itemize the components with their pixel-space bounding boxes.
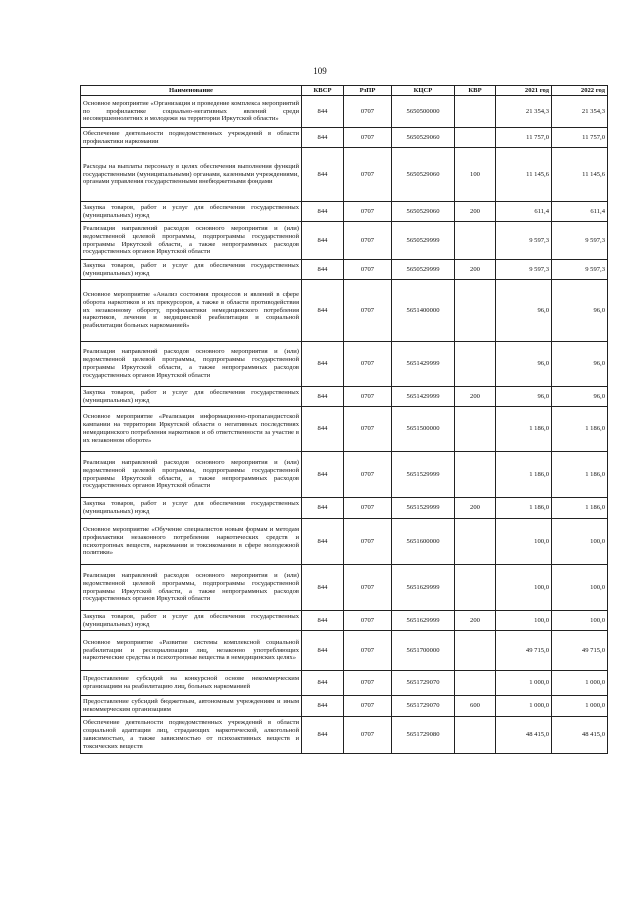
cell-name: Предоставление субсидий на конкурсной основе некоммерческим организациям на реабилитацию лиц, больных наркоманией <box>81 671 302 696</box>
cell-kvsr: 844 <box>302 342 344 387</box>
cell-kcsr: 5651500000 <box>392 407 455 452</box>
cell-rzpr: 0707 <box>344 498 392 519</box>
cell-kvr <box>455 631 496 671</box>
cell-kvsr: 844 <box>302 611 344 631</box>
table-row <box>81 148 608 202</box>
table-row <box>81 565 608 611</box>
cell-2022: 48 415,0 <box>552 717 608 754</box>
cell-name: Основное мероприятие «Организация и проведение комплекса мероприятий по профилактике социально-негативных явлений среди несовершеннолетних и молодежи на территории Иркутской области» <box>81 96 302 128</box>
cell-kvsr: 844 <box>302 696 344 717</box>
budget-table <box>80 85 608 754</box>
cell-name: Основное мероприятие «Реализация информационно-пропагандистской кампании на территории Иркутской области о негативных последствиях немедицинского потребления наркотиков и об ответственности за участие в их незаконном обороте» <box>81 407 302 452</box>
cell-name: Основное мероприятие «Обучение специалистов новым формам и методам профилактики незаконного потребления наркотических средств и психотропных веществ, наркомании и токсикомании в сфере молодежной политики» <box>81 519 302 565</box>
cell-2022: 21 354,3 <box>552 96 608 128</box>
cell-kvr <box>455 452 496 498</box>
cell-kvsr: 844 <box>302 222 344 260</box>
cell-kvsr: 844 <box>302 519 344 565</box>
cell-rzpr: 0707 <box>344 387 392 407</box>
cell-rzpr: 0707 <box>344 222 392 260</box>
cell-rzpr: 0707 <box>344 260 392 280</box>
cell-2022: 1 000,0 <box>552 696 608 717</box>
cell-name: Реализация направлений расходов основного мероприятия и (или) ведомственной целевой программы, подпрограммы государственной программы Иркутской области, а также непрограммных расходов государственных органов Иркутской области <box>81 565 302 611</box>
cell-2021: 9 597,3 <box>496 222 552 260</box>
cell-2021: 11 145,6 <box>496 148 552 202</box>
cell-2021: 100,0 <box>496 565 552 611</box>
header-name: Наименование <box>81 86 302 96</box>
table-row <box>81 260 608 280</box>
cell-kvr: 200 <box>455 387 496 407</box>
cell-rzpr: 0707 <box>344 342 392 387</box>
cell-kvr <box>455 342 496 387</box>
cell-name: Реализация направлений расходов основного мероприятия и (или) ведомственной целевой программы, подпрограммы государственной программы Иркутской области, а также непрограммных расходов государственных органов Иркутской области <box>81 452 302 498</box>
cell-2022: 11 757,0 <box>552 128 608 148</box>
cell-kcsr: 5651600000 <box>392 519 455 565</box>
table-row <box>81 387 608 407</box>
cell-kvr <box>455 96 496 128</box>
cell-kcsr: 5650529060 <box>392 148 455 202</box>
cell-kvr: 200 <box>455 498 496 519</box>
page-number: 109 <box>313 66 327 76</box>
cell-kvr <box>455 717 496 754</box>
table-row <box>81 631 608 671</box>
cell-2022: 11 145,6 <box>552 148 608 202</box>
cell-rzpr: 0707 <box>344 671 392 696</box>
cell-kvsr: 844 <box>302 96 344 128</box>
cell-rzpr: 0707 <box>344 407 392 452</box>
cell-2022: 100,0 <box>552 565 608 611</box>
cell-2021: 11 757,0 <box>496 128 552 148</box>
cell-2021: 1 000,0 <box>496 696 552 717</box>
cell-kcsr: 5650529999 <box>392 222 455 260</box>
cell-rzpr: 0707 <box>344 128 392 148</box>
header-2021: 2021 год <box>496 86 552 96</box>
cell-rzpr: 0707 <box>344 202 392 222</box>
cell-rzpr: 0707 <box>344 611 392 631</box>
cell-2022: 100,0 <box>552 611 608 631</box>
cell-2022: 1 186,0 <box>552 407 608 452</box>
table-row <box>81 452 608 498</box>
cell-rzpr: 0707 <box>344 148 392 202</box>
cell-kvr <box>455 565 496 611</box>
cell-rzpr: 0707 <box>344 696 392 717</box>
cell-kvsr: 844 <box>302 148 344 202</box>
cell-2021: 1 186,0 <box>496 452 552 498</box>
cell-kvr <box>455 280 496 342</box>
cell-2022: 96,0 <box>552 280 608 342</box>
cell-kvr: 100 <box>455 148 496 202</box>
cell-rzpr: 0707 <box>344 96 392 128</box>
table-row <box>81 407 608 452</box>
cell-2022: 49 715,0 <box>552 631 608 671</box>
cell-kvsr: 844 <box>302 407 344 452</box>
cell-rzpr: 0707 <box>344 519 392 565</box>
cell-kvsr: 844 <box>302 671 344 696</box>
cell-name: Основное мероприятие «Развитие системы комплексной социальной реабилитации и ресоциализации лиц, незаконно употребляющих наркотические средства и психотропные вещества в немедицинских целях» <box>81 631 302 671</box>
cell-rzpr: 0707 <box>344 565 392 611</box>
cell-2021: 1 186,0 <box>496 407 552 452</box>
cell-kvsr: 844 <box>302 565 344 611</box>
cell-kvr: 200 <box>455 260 496 280</box>
cell-kvr <box>455 407 496 452</box>
cell-kvr: 200 <box>455 611 496 631</box>
cell-kvsr: 844 <box>302 387 344 407</box>
cell-2022: 1 186,0 <box>552 498 608 519</box>
cell-kvsr: 844 <box>302 260 344 280</box>
cell-name: Обеспечение деятельности подведомственных учреждений в области социальной адаптации лиц, страдающих наркотической, алкогольной зависимостью, а также зависимостью от психоактивных веществ и токсических веществ <box>81 717 302 754</box>
cell-2021: 96,0 <box>496 342 552 387</box>
cell-kcsr: 5651629999 <box>392 565 455 611</box>
cell-2021: 96,0 <box>496 387 552 407</box>
cell-kvr <box>455 671 496 696</box>
cell-2022: 96,0 <box>552 387 608 407</box>
header-rzpr: РзПР <box>344 86 392 96</box>
table-row <box>81 611 608 631</box>
cell-kvsr: 844 <box>302 280 344 342</box>
cell-kvr: 600 <box>455 696 496 717</box>
cell-rzpr: 0707 <box>344 452 392 498</box>
cell-2021: 611,4 <box>496 202 552 222</box>
cell-kcsr: 5651529999 <box>392 452 455 498</box>
header-kvsr: КВСР <box>302 86 344 96</box>
header-kvr: КВР <box>455 86 496 96</box>
table-row <box>81 519 608 565</box>
cell-kvsr: 844 <box>302 717 344 754</box>
cell-name: Предоставление субсидий бюджетным, автономным учреждениям и иным некоммерческим организациям <box>81 696 302 717</box>
cell-2021: 21 354,3 <box>496 96 552 128</box>
table-header-row <box>81 86 608 96</box>
table-row <box>81 671 608 696</box>
cell-kvsr: 844 <box>302 498 344 519</box>
cell-rzpr: 0707 <box>344 717 392 754</box>
cell-2021: 96,0 <box>496 280 552 342</box>
cell-kcsr: 5651729070 <box>392 696 455 717</box>
cell-2022: 9 597,3 <box>552 260 608 280</box>
cell-2022: 100,0 <box>552 519 608 565</box>
header-kcsr: КЦСР <box>392 86 455 96</box>
table-row <box>81 717 608 754</box>
cell-2022: 611,4 <box>552 202 608 222</box>
cell-kcsr: 5650529060 <box>392 202 455 222</box>
cell-kvsr: 844 <box>302 202 344 222</box>
table-row <box>81 96 608 128</box>
cell-2022: 96,0 <box>552 342 608 387</box>
cell-kcsr: 5650529999 <box>392 260 455 280</box>
cell-kcsr: 5651700000 <box>392 631 455 671</box>
cell-name: Расходы на выплаты персоналу в целях обеспечения выполнения функций государственными (муниципальными) органами, казенными учреждениями, органами управления государственными внебюджетными фондами <box>81 148 302 202</box>
cell-kcsr: 5651429999 <box>392 387 455 407</box>
cell-2021: 48 415,0 <box>496 717 552 754</box>
table-row <box>81 128 608 148</box>
table-row <box>81 280 608 342</box>
cell-2021: 9 597,3 <box>496 260 552 280</box>
cell-2021: 1 186,0 <box>496 498 552 519</box>
cell-kvsr: 844 <box>302 631 344 671</box>
table-row <box>81 498 608 519</box>
table-row <box>81 202 608 222</box>
cell-name: Закупка товаров, работ и услуг для обеспечения государственных (муниципальных) нужд <box>81 202 302 222</box>
table-row <box>81 696 608 717</box>
cell-2021: 100,0 <box>496 611 552 631</box>
cell-kcsr: 5651400000 <box>392 280 455 342</box>
cell-kvsr: 844 <box>302 128 344 148</box>
cell-kcsr: 5651729080 <box>392 717 455 754</box>
cell-2022: 1 186,0 <box>552 452 608 498</box>
cell-kvsr: 844 <box>302 452 344 498</box>
cell-name: Реализация направлений расходов основного мероприятия и (или) ведомственной целевой программы, подпрограммы государственной программы Иркутской области, а также непрограммных расходов государственных органов Иркутской области <box>81 222 302 260</box>
header-2022: 2022 год <box>552 86 608 96</box>
cell-rzpr: 0707 <box>344 631 392 671</box>
cell-kcsr: 5650500000 <box>392 96 455 128</box>
cell-2021: 49 715,0 <box>496 631 552 671</box>
cell-2022: 9 597,3 <box>552 222 608 260</box>
cell-kvr <box>455 519 496 565</box>
cell-kcsr: 5651429999 <box>392 342 455 387</box>
cell-kvr <box>455 128 496 148</box>
cell-name: Закупка товаров, работ и услуг для обеспечения государственных (муниципальных) нужд <box>81 260 302 280</box>
table-row <box>81 342 608 387</box>
cell-kcsr: 5650529060 <box>392 128 455 148</box>
cell-name: Закупка товаров, работ и услуг для обеспечения государственных (муниципальных) нужд <box>81 611 302 631</box>
cell-kcsr: 5651729070 <box>392 671 455 696</box>
cell-kcsr: 5651629999 <box>392 611 455 631</box>
cell-kvr <box>455 222 496 260</box>
cell-rzpr: 0707 <box>344 280 392 342</box>
cell-2021: 1 000,0 <box>496 671 552 696</box>
cell-name: Основное мероприятие «Анализ состояния процессов и явлений в сфере оборота наркотиков и их прекурсоров, а также в области противодействия их незаконному обороту, профилактики немедицинского потребления наркотиков, лечения и медицинской реабилитации и социальной реабилитации больных наркоманией» <box>81 280 302 342</box>
cell-name: Обеспечение деятельности подведомственных учреждений в области профилактики наркомании <box>81 128 302 148</box>
cell-kcsr: 5651529999 <box>392 498 455 519</box>
cell-2022: 1 000,0 <box>552 671 608 696</box>
cell-2021: 100,0 <box>496 519 552 565</box>
cell-name: Закупка товаров, работ и услуг для обеспечения государственных (муниципальных) нужд <box>81 387 302 407</box>
table-row <box>81 222 608 260</box>
cell-name: Реализация направлений расходов основного мероприятия и (или) ведомственной целевой программы, подпрограммы государственной программы Иркутской области, а также непрограммных расходов государственных органов Иркутской области <box>81 342 302 387</box>
cell-kvr: 200 <box>455 202 496 222</box>
cell-name: Закупка товаров, работ и услуг для обеспечения государственных (муниципальных) нужд <box>81 498 302 519</box>
